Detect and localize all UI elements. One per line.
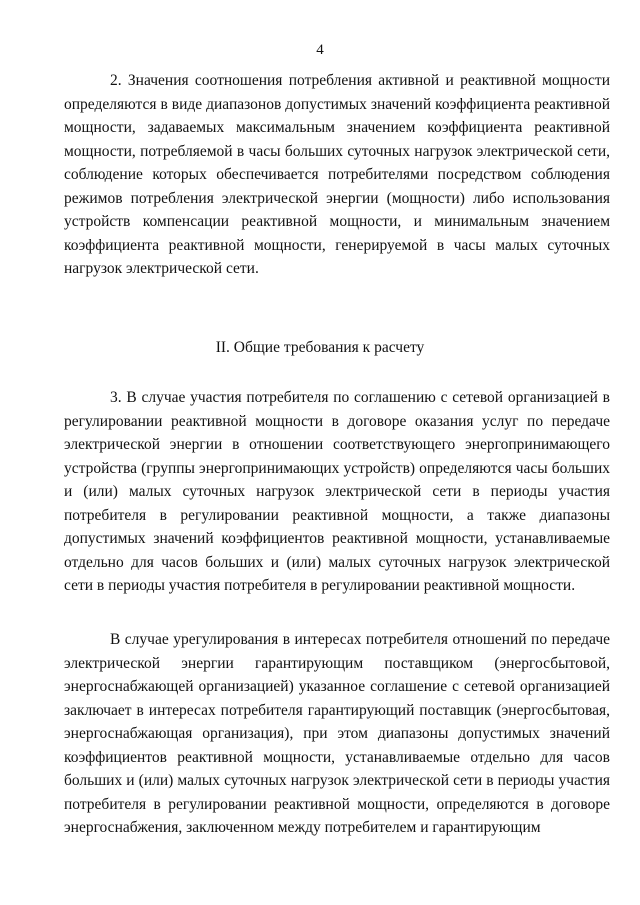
section-heading: II. Общие требования к расчету — [215, 339, 425, 356]
paragraph-3: 3. В случае участия потребителя по соглашению с сетевой организацией в регулировании реактивной мощности в договоре оказания услуг по передаче электрической энергии в отношении соответствующего энергопринимающего устройства (группы энергопринимающих устройств) определяются часы больших и (или) малых суточных нагрузок электрической сети в периоды участия потребителя в регулировании реактивной мощности, а также диапазоны допустимых значений коэффициентов реактивной мощности, устанавливаемые отдельно для часов больших и (или) малых суточных нагрузок электрической сети в периоды участия потребителя в регулировании реактивной мощности. — [64, 389, 610, 594]
paragraph-2: 2. Значения соотношения потребления активной и реактивной мощности определяются в виде диапазонов допустимых значений коэффициента реактивной мощности, задаваемых максимальным значением коэффициента реактивной мощности, потребляемой в часы больших суточных нагрузок электрической сети, соблюдение которых обеспечивается потребителями посредством соблюдения режимов потребления электрической энергии (мощности) либо использования устройств компенсации реактивной мощности, и минимальным значением коэффициента реактивной мощности, генерируемой в часы малых суточных нагрузок электрической сети. — [64, 72, 610, 277]
paragraph-3-continuation: В случае урегулирования в интересах потребителя отношений по передаче электрической энергии гарантирующим поставщиком (энергосбытовой, энергоснабжающей организацией) указанное соглашение с сетевой организацией заключает в интересах потребителя гарантирующий поставщик (энергосбытовая, энергоснабжающая организация), при этом диапазоны допустимых значений коэффициентов реактивной мощности, устанавливаемые отдельно для часов больших и (или) малых суточных нагрузок электрической сети в периоды участия потребителя в регулировании реактивной мощности, определяются в договоре энергоснабжения, заключенном между потребителем и гарантирующим — [64, 631, 610, 836]
page-number: 4 — [316, 42, 324, 58]
